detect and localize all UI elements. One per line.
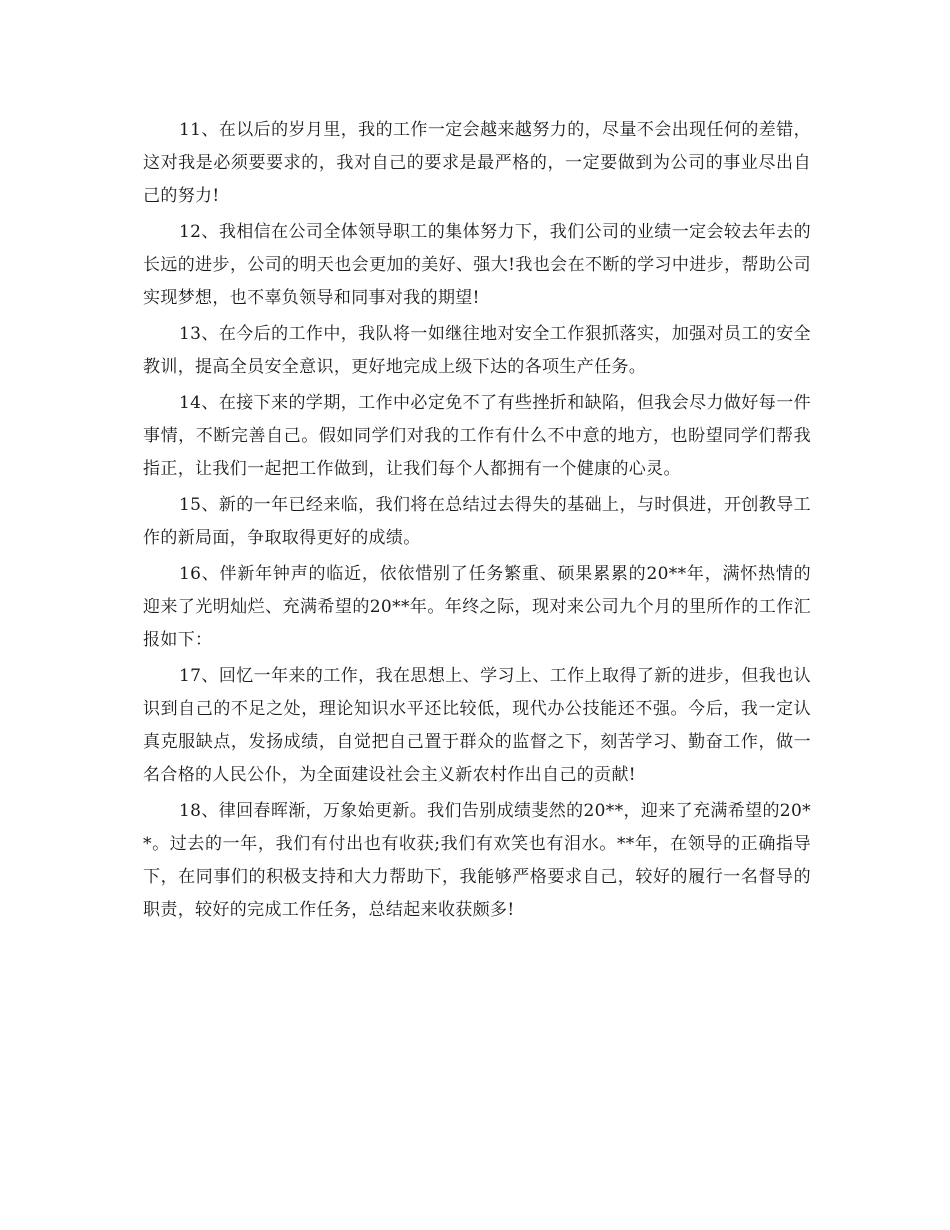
paragraph-15: 15、新的一年已经来临，我们将在总结过去得失的基础上，与时俱进，开创教导工作的新局面，争取取得更好的成绩。 — [143, 495, 811, 548]
paragraph-18: 18、律回春晖渐，万象始更新。我们告别成绩斐然的20**，迎来了充满希望的20**。过去的一年，我们有付出也有收获;我们有欢笑也有泪水。**年，在领导的正确指导下，在同事们的积极支持和大力帮助下，我能够严格要求自己，较好的履行一名督导的职责，较好的完成工作任务，总结起来收获颇多! — [143, 801, 811, 920]
paragraph-11: 11、在以后的岁月里，我的工作一定会越来越努力的，尽量不会出现任何的差错，这对我是必须要要求的，我对自己的要求是最严格的，一定要做到为公司的事业尽出自己的努力! — [143, 120, 811, 206]
paragraph-17: 17、回忆一年来的工作，我在思想上、学习上、工作上取得了新的进步，但我也认识到自己的不足之处，理论知识水平还比较低，现代办公技能还不强。今后，我一定认真克服缺点，发扬成绩，自觉把自己置于群众的监督之下，刻苦学习、勤奋工作，做一名合格的人民公仆，为全面建设社会主义新农村作出自己的贡献! — [143, 666, 811, 785]
document-body — [143, 114, 811, 927]
paragraph-14: 14、在接下来的学期，工作中必定免不了有些挫折和缺陷，但我会尽力做好每一件事情，不断完善自己。假如同学们对我的工作有什么不中意的地方，也盼望同学们帮我指正，让我们一起把工作做到，让我们每个人都拥有一个健康的心灵。 — [143, 393, 811, 479]
paragraph-12: 12、我相信在公司全体领导职工的集体努力下，我们公司的业绩一定会较去年去的长远的进步，公司的明天也会更加的美好、强大!我也会在不断的学习中进步，帮助公司实现梦想，也不辜负领导和同事对我的期望! — [143, 222, 811, 308]
paragraph-13: 13、在今后的工作中，我队将一如继往地对安全工作狠抓落实，加强对员工的安全教训，提高全员安全意识，更好地完成上级下达的各项生产任务。 — [143, 324, 811, 377]
paragraph-16: 16、伴新年钟声的临近，依依惜别了任务繁重、硕果累累的20**年，满怀热情的迎来了光明灿烂、充满希望的20**年。年终之际，现对来公司九个月的里所作的工作汇报如下： — [143, 564, 811, 650]
